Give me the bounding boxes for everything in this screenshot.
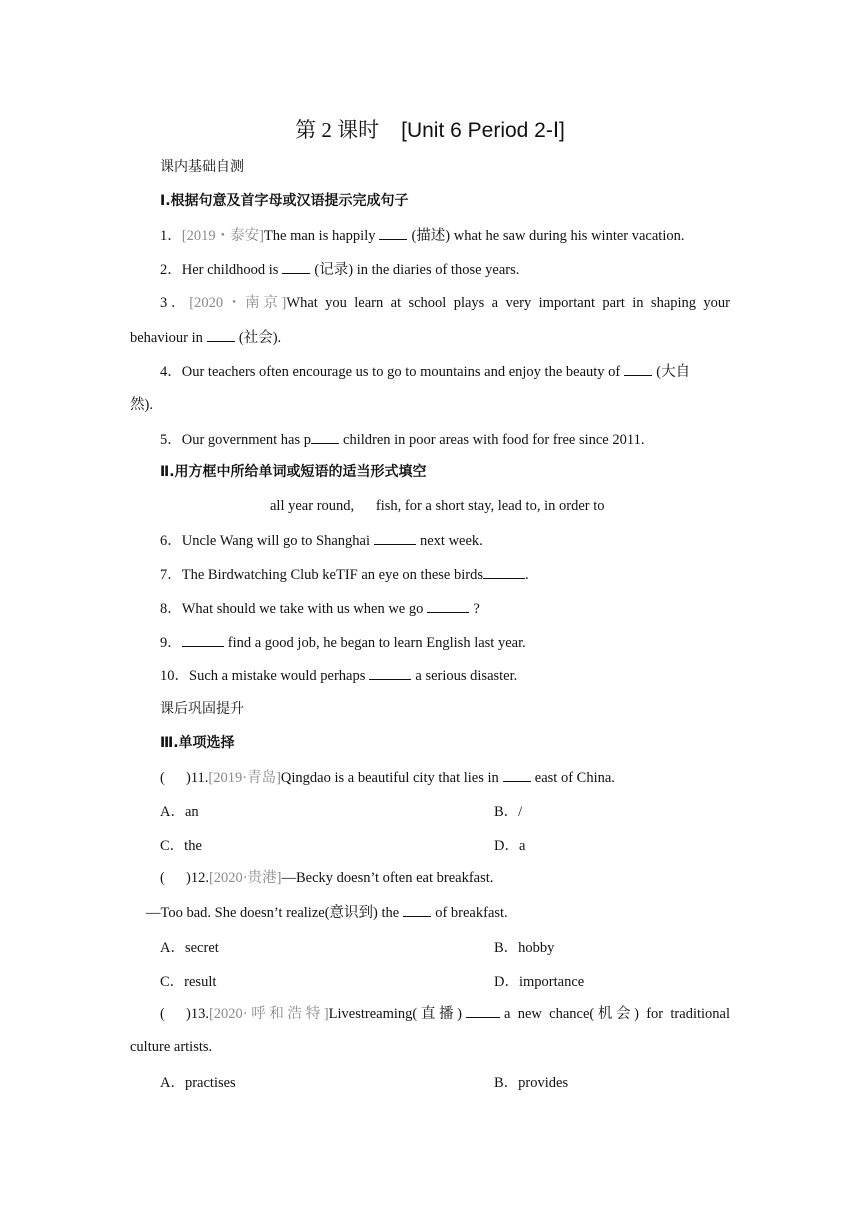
question-4: 4．Our teachers often encourage us to go to mountains and enjoy the beauty of (大自	[160, 361, 730, 382]
option-d[interactable]: D．importance	[494, 974, 585, 990]
option-b[interactable]: B．/	[494, 804, 523, 820]
word-box: all year round, fish, for a short stay, lead to, in order to	[270, 498, 605, 514]
answer-blank[interactable]	[207, 327, 235, 342]
question-12: ( )12.[2020·贵港]—Becky doesn’t often eat breakfast.	[160, 870, 494, 886]
source-tag: [2019·青岛]	[208, 770, 281, 786]
option-b[interactable]: B．provides	[494, 1075, 569, 1091]
q11-options-row2	[0, 834, 860, 854]
source-tag: [2020·呼和浩特]	[208, 1006, 329, 1022]
answer-blank[interactable]	[311, 429, 339, 444]
question-10: 10．Such a mistake would perhaps a serious disaster.	[160, 665, 517, 686]
source-tag: [2020·贵港]	[208, 870, 282, 886]
question-5: 5．Our government has p children in poor areas with food for free since 2011.	[160, 429, 644, 450]
option-c[interactable]: C．result	[160, 974, 217, 990]
answer-blank[interactable]	[403, 902, 431, 917]
question-9: 9． find a good job, he began to learn English last year.	[160, 632, 526, 653]
q12-options-row1	[0, 936, 860, 956]
question-3: 3．[2020・南京]What you learn at school plays a very important part in shaping your	[160, 295, 730, 311]
part1-heading: Ⅰ.根据句意及首字母或汉语提示完成句子	[160, 193, 409, 209]
q12-options-row2	[0, 970, 860, 990]
question-13-cont: culture artists.	[130, 1039, 213, 1055]
question-3-cont: behaviour in (社会).	[130, 327, 281, 348]
option-d[interactable]: D．a	[494, 838, 526, 854]
question-11: ( )11.[2019·青岛]Qingdao is a beautiful city that lies in east of China.	[160, 767, 615, 788]
option-b[interactable]: B．hobby	[494, 940, 555, 956]
section-in-class: 课内基础自测	[160, 159, 244, 175]
q11-options-row1	[0, 800, 860, 820]
answer-blank[interactable]	[427, 598, 469, 613]
q13-options-row1	[0, 1071, 860, 1091]
question-6: 6．Uncle Wang will go to Shanghai next week.	[160, 530, 483, 551]
page-title	[0, 114, 860, 144]
answer-blank[interactable]	[483, 564, 525, 579]
answer-blank[interactable]	[282, 259, 310, 274]
section-after-class: 课后巩固提升	[160, 701, 244, 717]
source-tag: [2020・南京]	[189, 295, 287, 311]
source-tag: [2019・泰安]	[181, 228, 264, 244]
question-12-reply: —Too bad. She doesn’t realize(意识到) the of breakfast.	[146, 902, 508, 923]
answer-blank[interactable]	[374, 530, 416, 545]
answer-blank[interactable]	[466, 1003, 500, 1018]
answer-blank[interactable]	[379, 225, 407, 240]
question-1: 1．[2019・泰安]The man is happily (描述) what he saw during his winter vacation.	[160, 225, 684, 246]
question-4-cont: 然).	[130, 397, 153, 413]
option-a[interactable]: A．an	[160, 804, 199, 820]
question-13: ( )13.[2020·呼和浩特]Livestreaming(直播) a new chance(机会) for traditional	[160, 1003, 730, 1024]
option-c[interactable]: C．the	[160, 838, 202, 854]
option-a[interactable]: A．practises	[160, 1075, 236, 1091]
answer-blank[interactable]	[182, 632, 224, 647]
part3-heading: Ⅲ.单项选择	[160, 735, 235, 751]
title-en: [Unit 6 Period 2-Ⅰ]	[401, 119, 565, 142]
question-2: 2．Her childhood is (记录) in the diaries of those years.	[160, 259, 519, 280]
part2-heading: Ⅱ.用方框中所给单词或短语的适当形式填空	[160, 464, 427, 480]
option-a[interactable]: A．secret	[160, 940, 219, 956]
question-8: 8．What should we take with us when we go ?	[160, 598, 480, 619]
answer-blank[interactable]	[369, 665, 411, 680]
answer-blank[interactable]	[503, 767, 531, 782]
answer-blank[interactable]	[624, 361, 652, 376]
question-7: 7．The Birdwatching Club keTIF an eye on these birds .	[160, 564, 529, 585]
title-cn: 第 2 课时	[295, 118, 380, 142]
